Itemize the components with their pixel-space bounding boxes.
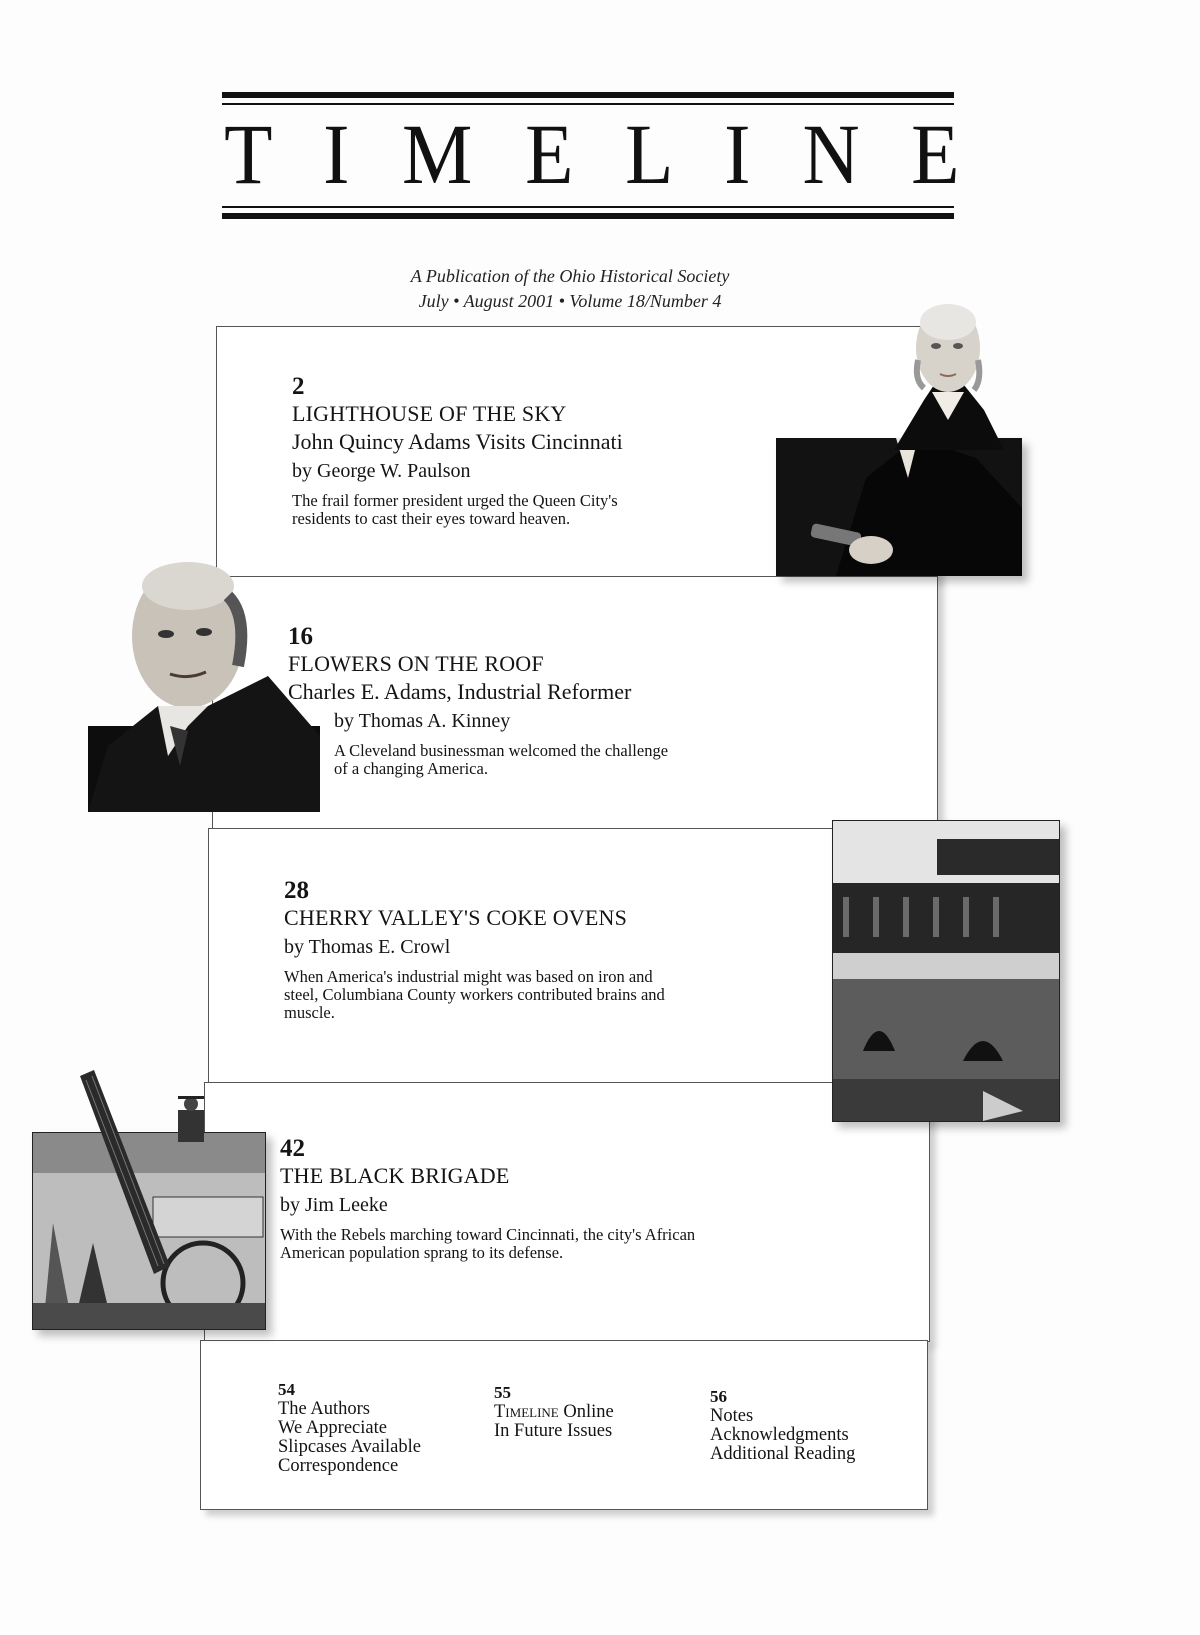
masthead-letter: T [224,106,273,202]
article-description: A Cleveland businessman welcomed the challenge of a changing America. [334,741,669,778]
masthead-bottom-thick-rule [222,213,954,219]
timeline-smallcaps: Timeline [494,1402,559,1422]
page-number: 2 [292,373,305,400]
toc-entry[interactable] [288,624,748,778]
article-byline: by George W. Paulson [292,460,471,482]
department-item: Slipcases Available [278,1437,421,1457]
issue-line: July • August 2001 • Volume 18/Number 4 [418,291,722,311]
masthead-letter: E [911,106,960,202]
article-title: FLOWERS ON THE ROOF [288,651,544,676]
masthead-letter: L [625,106,674,202]
article-byline: by Thomas E. Crowl [284,936,451,958]
coat-illustration-icon [776,438,1022,576]
article-subtitle: Charles E. Adams, Industrial Reformer [288,679,632,704]
photo-coke-ovens-image [832,820,1060,1122]
article-subtitle: John Quincy Adams Visits Cincinnati [292,429,623,454]
page-number: 42 [280,1135,305,1162]
department-item: Notes [710,1406,754,1426]
department-column[interactable] [494,1383,614,1441]
department-item: Additional Reading [710,1444,856,1464]
page-number: 54 [278,1380,295,1399]
page-number: 16 [288,623,313,650]
department-item: Correspondence [278,1456,399,1476]
department-item: Acknowledgments [710,1425,849,1445]
masthead-bottom-thin-rule [222,206,954,208]
masthead-letter: I [323,106,350,202]
masthead-letter: I [724,106,751,202]
coke-ovens-scene-icon [833,821,1059,1121]
article-description: When America's industrial might was based on iron and steel, Columbiana County workers contributed brains and muscle. [284,967,665,1022]
article-description: With the Rebels marching toward Cincinnati, the city's African American population sprang to its defense. [280,1225,696,1262]
masthead-top-thin-rule [222,103,954,105]
portrait-head [884,300,1004,450]
department-item: The Authors [278,1399,370,1419]
toc-entry[interactable] [280,1136,840,1262]
department-item: In Future Issues [494,1421,613,1441]
department-item: We Appreciate [278,1418,387,1438]
article-title: THE BLACK BRIGADE [280,1163,510,1188]
toc-entry[interactable] [284,878,804,1022]
engraving-log-and-rider [70,1066,220,1286]
page-number: 55 [494,1383,511,1402]
masthead-title [222,108,962,200]
portrait-charles-e-adams-image [88,556,320,812]
article-title: CHERRY VALLEY'S COKE OVENS [284,905,628,930]
department-item: Timeline Online [494,1402,614,1422]
publication-line: A Publication of the Ohio Historical Society [410,266,730,286]
masthead-letter: M [401,106,473,202]
masthead-top-thick-rule [222,92,954,98]
article-byline: by Thomas A. Kinney [334,710,511,732]
page-number: 28 [284,877,309,904]
department-column[interactable] [710,1387,855,1464]
portrait-john-quincy-adams-image [776,438,1022,576]
article-byline: by Jim Leeke [280,1194,388,1216]
article-description: The frail former president urged the Queen City's residents to cast their eyes toward heaven. [292,491,618,528]
department-column[interactable] [278,1380,421,1476]
article-title: LIGHTHOUSE OF THE SKY [292,401,567,426]
page-number: 56 [710,1387,727,1406]
masthead-letter: N [802,106,860,202]
toc-entry[interactable] [292,374,742,528]
masthead-letter: E [524,106,574,202]
